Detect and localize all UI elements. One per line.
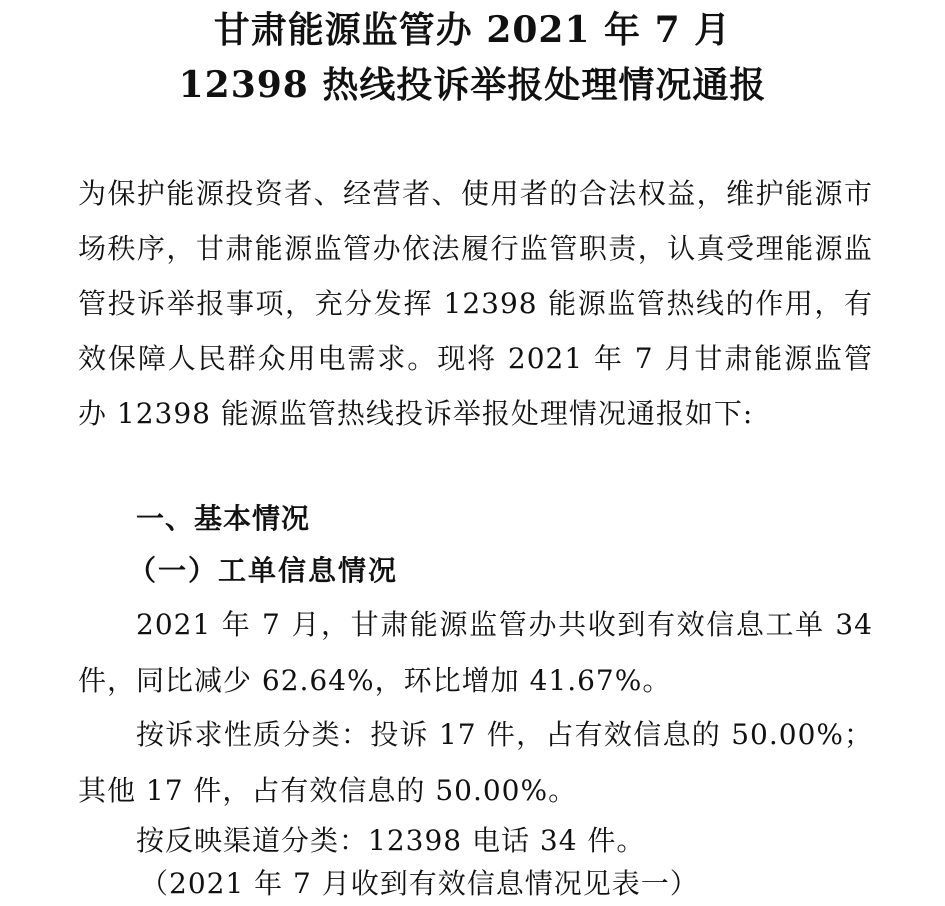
subsection-heading-work-orders: （一）工单信息情况 (128, 554, 399, 587)
document-title-line1: 甘肃能源监管办 2021 年 7 月 (213, 9, 732, 51)
section-heading-basic-info: 一、基本情况 (136, 502, 311, 535)
document-title-line2: 12398 热线投诉举报处理情况通报 (178, 64, 767, 106)
table-reference-note: （2021 年 7 月收到有效信息情况见表一） (140, 867, 699, 900)
work-order-summary-paragraph: 2021 年 7 月，甘肃能源监管办共收到有效信息工单 34 件，同比减少 62.64%，环比增加 41.67%。 (78, 608, 873, 697)
intro-paragraph: 为保护能源投资者、经营者、使用者的合法权益，维护能源市场秩序，甘肃能源监管办依法履行监管职责，认真受理能源监管投诉举报事项，充分发挥 12398 能源监管热线的作用，有效保障人民群众用电需求。现将 2021 年 7 月甘肃能源监管办 12398 能源监管热线投诉举报处理情况通报如下: (78, 177, 873, 430)
channel-classification-paragraph: 按反映渠道分类：12398 电话 34 件。 (136, 824, 646, 857)
nature-classification-paragraph: 按诉求性质分类：投诉 17 件，占有效信息的 50.00%；其他 17 件，占有效信息的 50.00%。 (78, 718, 873, 807)
